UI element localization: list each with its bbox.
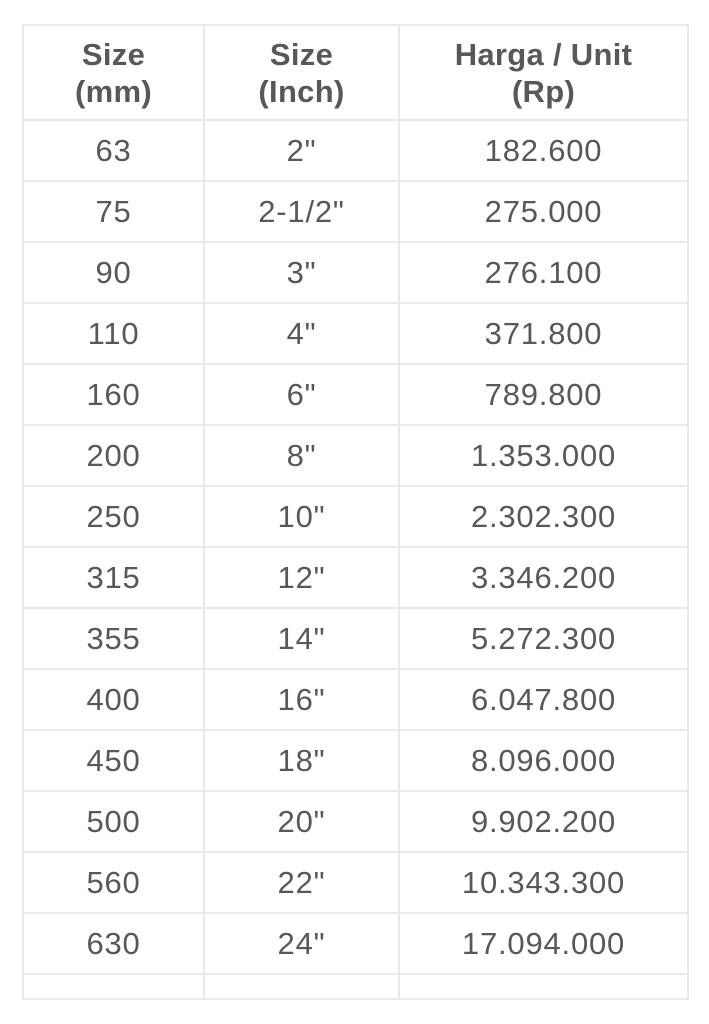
price-cell: 6.047.800: [399, 669, 688, 730]
table-row: [23, 913, 688, 974]
price-cell: 276.100: [399, 242, 688, 303]
table-row: [23, 242, 688, 303]
empty-cell: [204, 974, 399, 999]
table-row: [23, 608, 688, 669]
size-inch-cell: 3": [204, 242, 399, 303]
size-inch-cell: 6": [204, 364, 399, 425]
table-row: [23, 181, 688, 242]
size-mm-cell: 450: [23, 730, 204, 791]
size-inch-cell: 10": [204, 486, 399, 547]
size-mm-cell: 200: [23, 425, 204, 486]
size-mm-cell: 63: [23, 120, 204, 181]
size-inch-cell: 2": [204, 120, 399, 181]
table-row: [23, 303, 688, 364]
table-row: [23, 486, 688, 547]
price-cell: 371.800: [399, 303, 688, 364]
size-inch-cell: 14": [204, 608, 399, 669]
table-row: [23, 852, 688, 913]
size-inch-cell: 2-1/2": [204, 181, 399, 242]
price-cell: 182.600: [399, 120, 688, 181]
size-mm-cell: 560: [23, 852, 204, 913]
price-cell: 3.346.200: [399, 547, 688, 608]
col-header-price: [399, 25, 688, 120]
header-size-mm-line2: (mm): [75, 73, 152, 109]
table-row: [23, 547, 688, 608]
table-row: [23, 730, 688, 791]
price-cell: 10.343.300: [399, 852, 688, 913]
size-mm-cell: 75: [23, 181, 204, 242]
size-mm-cell: 110: [23, 303, 204, 364]
size-mm-cell: 355: [23, 608, 204, 669]
price-cell: 9.902.200: [399, 791, 688, 852]
price-cell: 275.000: [399, 181, 688, 242]
table-row: [23, 791, 688, 852]
size-inch-cell: 4": [204, 303, 399, 364]
size-inch-cell: 22": [204, 852, 399, 913]
size-inch-cell: 20": [204, 791, 399, 852]
empty-row: [23, 974, 688, 999]
empty-cell: [23, 974, 204, 999]
price-cell: 5.272.300: [399, 608, 688, 669]
size-mm-cell: 160: [23, 364, 204, 425]
size-inch-cell: 12": [204, 547, 399, 608]
size-mm-cell: 90: [23, 242, 204, 303]
table-row: [23, 364, 688, 425]
size-mm-cell: 400: [23, 669, 204, 730]
price-cell: 8.096.000: [399, 730, 688, 791]
header-size-inch-line2: (Inch): [258, 73, 345, 109]
size-inch-cell: 8": [204, 425, 399, 486]
header-size-inch-line1: Size: [269, 36, 334, 72]
price-cell: 2.302.300: [399, 486, 688, 547]
header-row: [23, 25, 688, 120]
size-mm-cell: 315: [23, 547, 204, 608]
size-mm-cell: 630: [23, 913, 204, 974]
header-size-mm-line1: Size: [81, 36, 146, 72]
header-price-line2: (Rp): [511, 73, 576, 109]
price-cell: 17.094.000: [399, 913, 688, 974]
size-inch-cell: 16": [204, 669, 399, 730]
table-body: [23, 120, 688, 999]
size-inch-cell: 24": [204, 913, 399, 974]
table-row: [23, 120, 688, 181]
price-cell: 789.800: [399, 364, 688, 425]
size-mm-cell: 500: [23, 791, 204, 852]
empty-cell: [399, 974, 688, 999]
col-header-size-inch: [204, 25, 399, 120]
price-cell: 1.353.000: [399, 425, 688, 486]
col-header-size-mm: [23, 25, 204, 120]
price-table: [22, 24, 689, 1000]
header-price-line1: Harga / Unit: [454, 36, 633, 72]
table-row: [23, 669, 688, 730]
size-mm-cell: 250: [23, 486, 204, 547]
size-inch-cell: 18": [204, 730, 399, 791]
table-row: [23, 425, 688, 486]
